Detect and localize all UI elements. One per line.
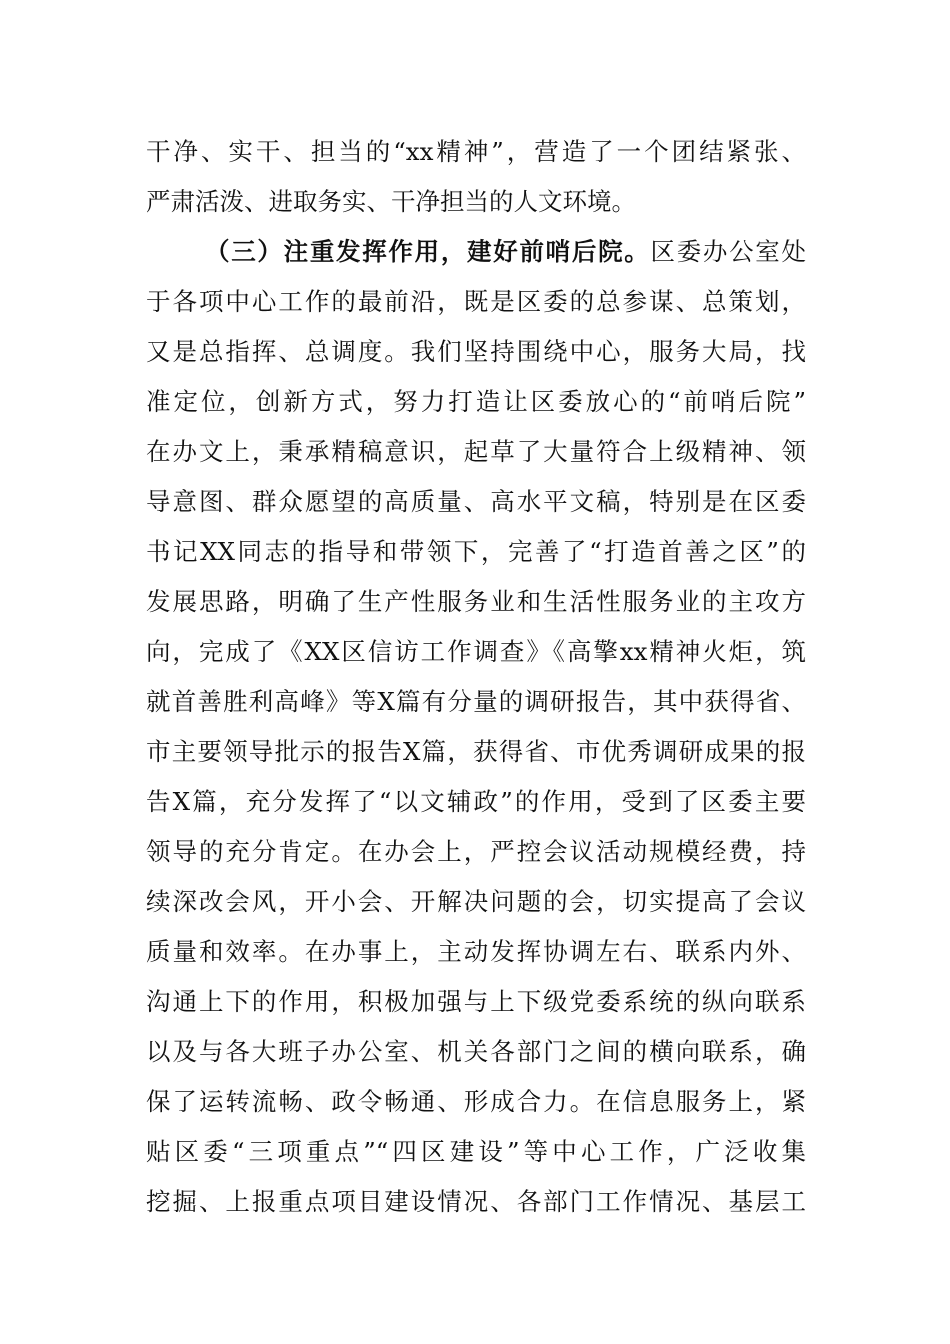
text-line: 保了运转流畅、政令畅通、形成合力。在信息服务上，紧 xyxy=(146,1087,806,1116)
text-line: 挖掘、上报重点项目建设情况、各部门工作情况、基层工 xyxy=(146,1187,806,1216)
text-line: 严肃活泼、进取务实、干净担当的人文环境。 xyxy=(146,187,636,216)
text-line: 续深改会风，开小会、开解决问题的会，切实提高了会议 xyxy=(146,887,806,916)
section-heading-line xyxy=(205,232,806,272)
text-line: 就首善胜利高峰》等X篇有分量的调研报告，其中获得省、 xyxy=(146,687,806,716)
text-line: 质量和效率。在办事上，主动发挥协调左右、联系内外、 xyxy=(146,937,806,966)
text-line: 沟通上下的作用，积极加强与上下级党委系统的纵向联系 xyxy=(146,987,806,1016)
text-line: 导意图、群众愿望的高质量、高水平文稿，特别是在区委 xyxy=(146,487,806,516)
text-line: 发展思路，明确了生产性服务业和生活性服务业的主攻方 xyxy=(146,587,806,616)
text-line: 在办文上，秉承精稿意识，起草了大量符合上级精神、领 xyxy=(146,437,806,466)
text-line: 准定位，创新方式，努力打造让区委放心的“前哨后院” xyxy=(146,387,806,416)
text-line: 领导的充分肯定。在办会上，严控会议活动规模经费，持 xyxy=(146,837,806,866)
text-line: 书记XX同志的指导和带领下，完善了“打造首善之区”的 xyxy=(146,537,806,566)
text-line: 于各项中心工作的最前沿，既是区委的总参谋、总策划， xyxy=(146,287,806,316)
text-line: 干净、实干、担当的“xx精神”，营造了一个团结紧张、 xyxy=(146,137,806,166)
text-line: 又是总指挥、总调度。我们坚持围绕中心，服务大局，找 xyxy=(146,337,806,366)
text-run: 区委办公室处 xyxy=(650,237,806,266)
text-line: 市主要领导批示的报告X篇，获得省、市优秀调研成果的报 xyxy=(146,737,806,766)
text-line: 贴区委“三项重点”“四区建设”等中心工作，广泛收集 xyxy=(146,1137,806,1166)
text-line: 向，完成了《XX区信访工作调查》《高擎xx精神火炬，筑 xyxy=(146,637,806,666)
text-line: 以及与各大班子办公室、机关各部门之间的横向联系，确 xyxy=(146,1037,806,1066)
section-heading: （三）注重发挥作用，建好前哨后院。 xyxy=(205,237,651,266)
text-line: 告X篇，充分发挥了“以文辅政”的作用，受到了区委主要 xyxy=(146,787,806,816)
